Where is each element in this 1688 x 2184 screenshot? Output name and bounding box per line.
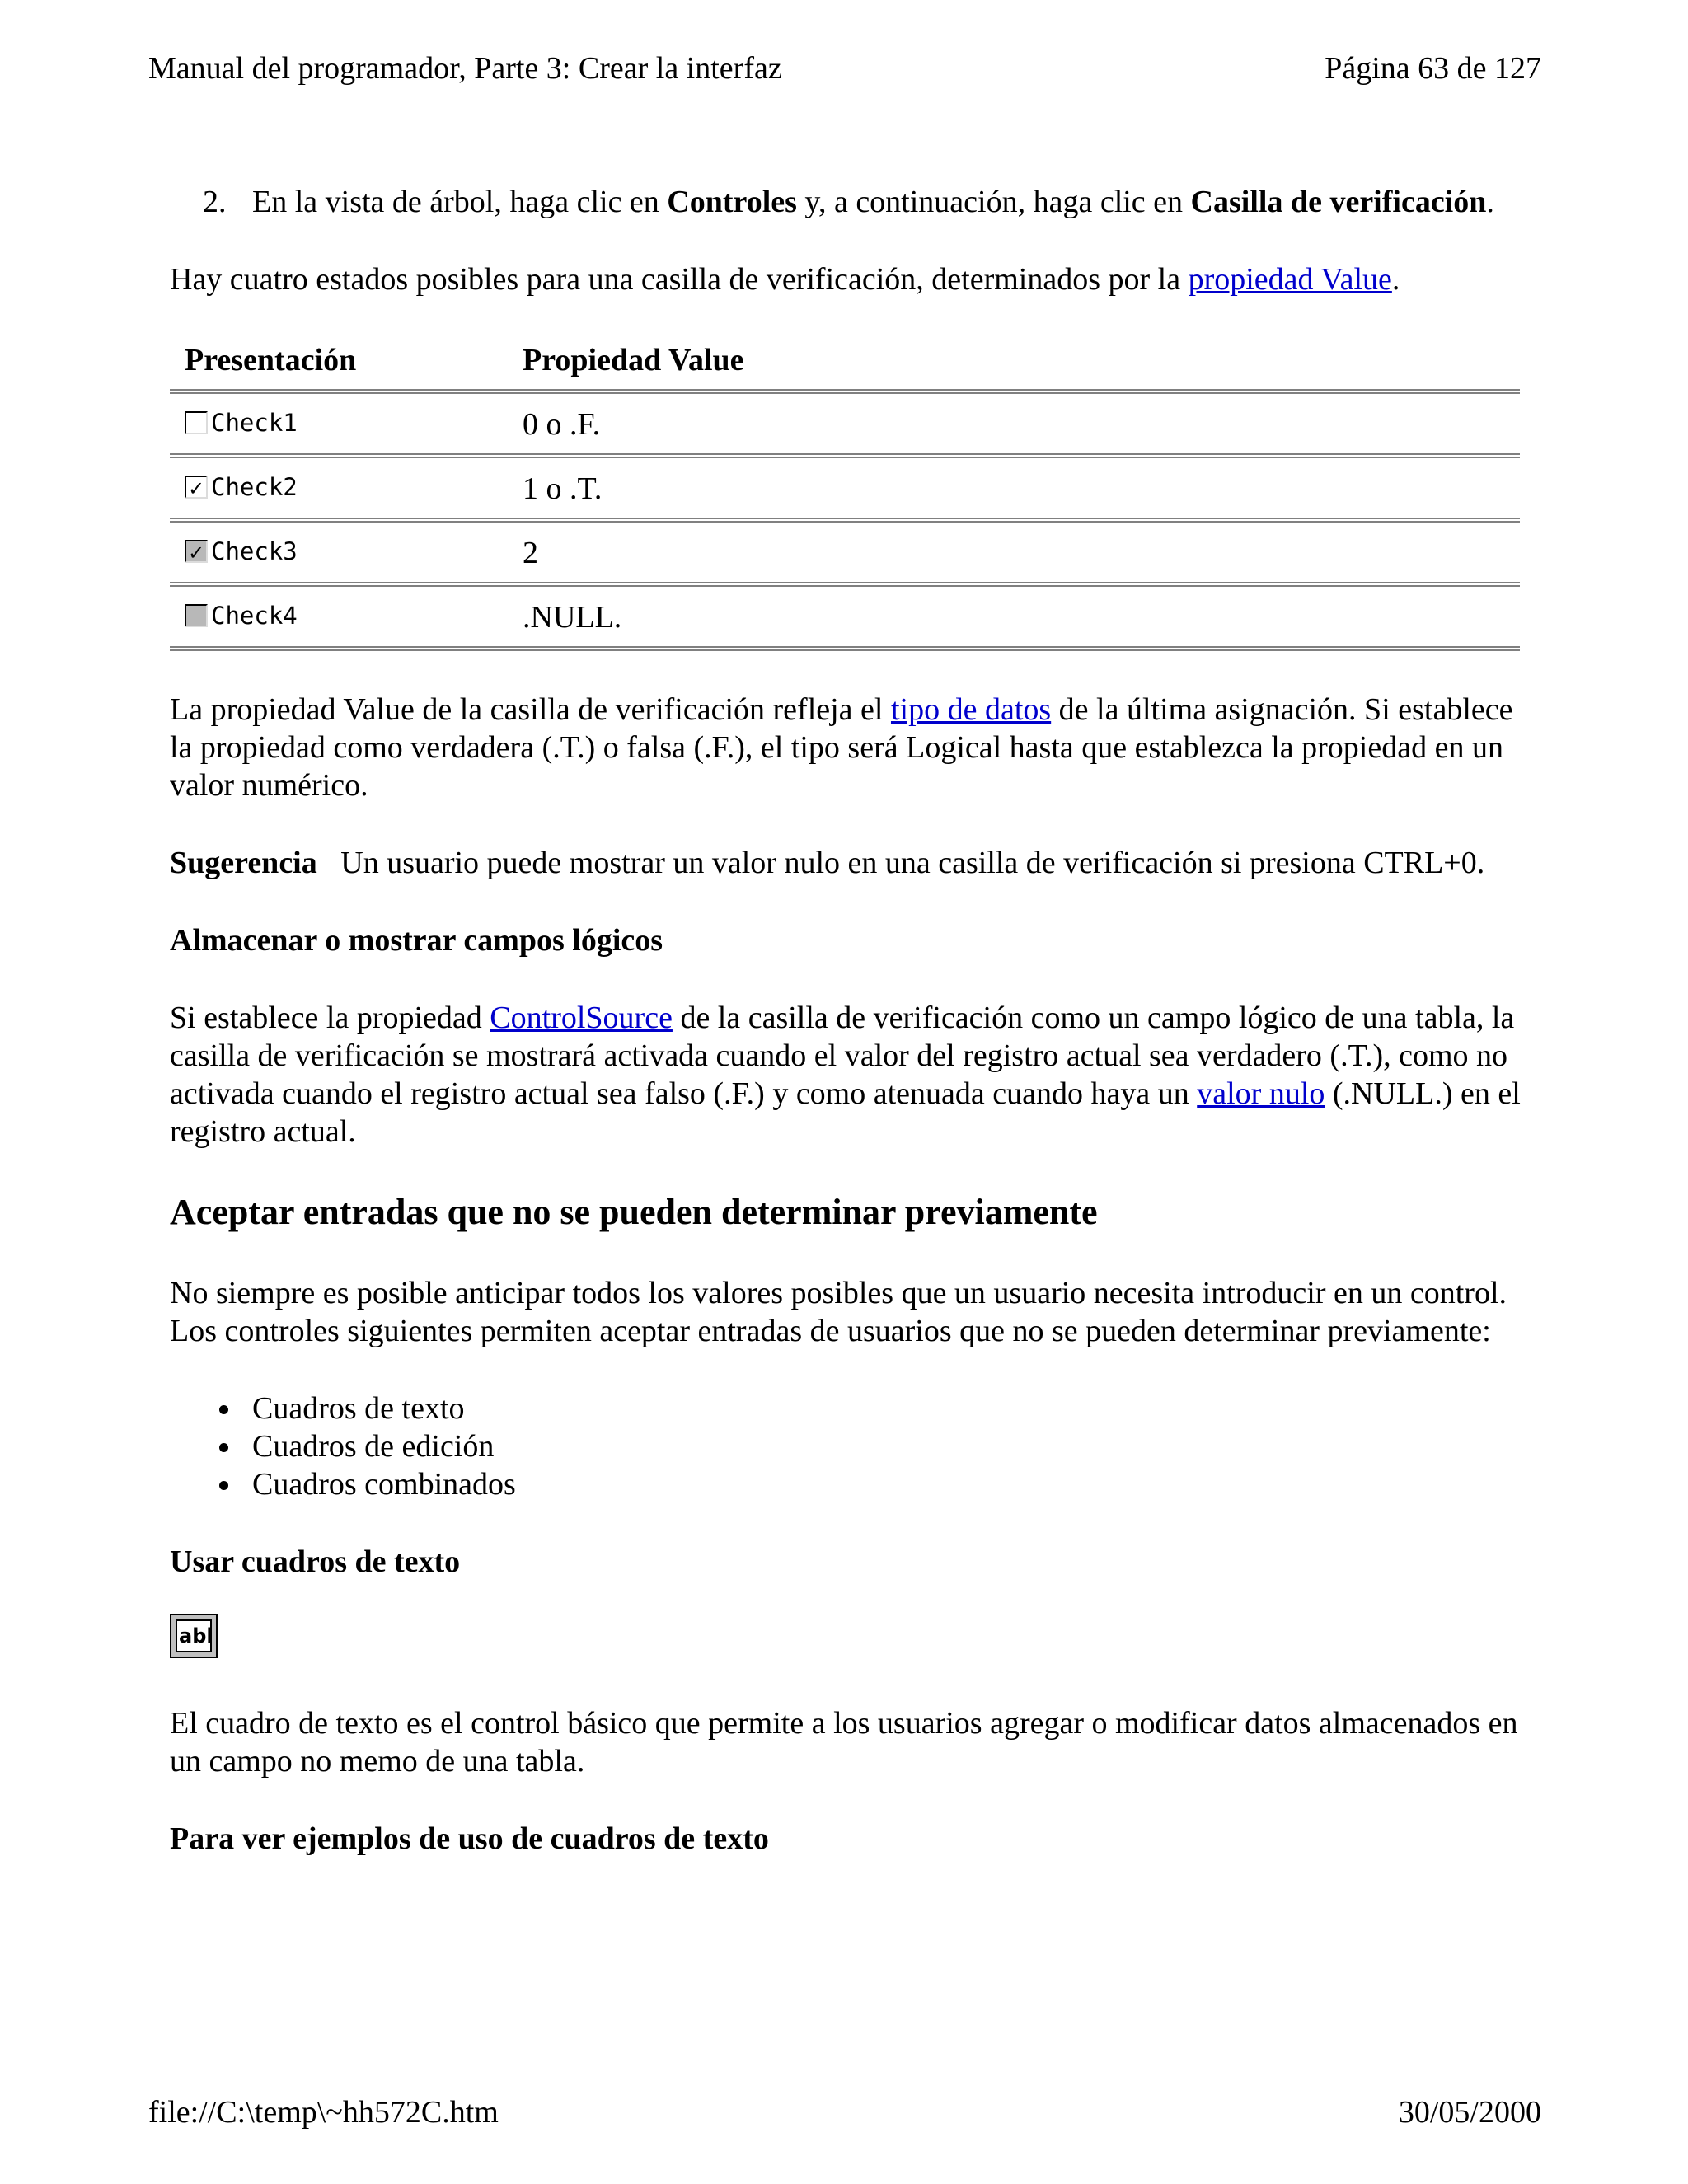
checkbox-check3 xyxy=(185,537,298,566)
list-item xyxy=(170,1427,1522,1465)
table-cell-presentation xyxy=(170,520,508,584)
step-bold-casilla: Casilla de verificación xyxy=(1190,185,1487,219)
table-cell-presentation xyxy=(170,456,508,520)
bullet-icon xyxy=(219,1443,228,1452)
step-bold-controles: Controles xyxy=(667,185,797,219)
checkbox-checked-icon: ✓ xyxy=(185,476,208,499)
paragraph-text: La propiedad Value de la casilla de verificación refleja el xyxy=(170,692,891,727)
list-item-text: Cuadros de edición xyxy=(252,1429,495,1464)
main-content xyxy=(170,183,1522,1858)
checkbox-label: Check4 xyxy=(211,602,298,630)
checkbox-label: Check3 xyxy=(211,537,298,565)
list-item-text: Cuadros de texto xyxy=(252,1391,465,1426)
link-propiedad-value[interactable]: propiedad Value xyxy=(1188,262,1392,297)
footer-date: 30/05/2000 xyxy=(1398,2095,1541,2130)
list-item-text: Cuadros combinados xyxy=(252,1467,516,1502)
step-text: En la vista de árbol, haga clic en xyxy=(252,185,668,219)
tip-text: Un usuario puede mostrar un valor nulo en una casilla de verificación si presiona CTRL+0. xyxy=(340,846,1485,880)
link-controlsource[interactable]: ControlSource xyxy=(490,1001,673,1035)
checkbox-check1 xyxy=(185,408,298,438)
col-header-presentacion: Presentación xyxy=(185,343,357,377)
textbox-icon-label: abl xyxy=(176,1619,212,1652)
table-cell-value: 1 o .T. xyxy=(508,456,1520,520)
checkbox-states-table xyxy=(170,336,1520,651)
table-header-row xyxy=(170,336,1520,391)
page-header xyxy=(148,49,1541,87)
page-footer xyxy=(148,2093,1541,2131)
checkbox-null-icon xyxy=(185,604,208,627)
bullet-icon xyxy=(219,1405,228,1414)
page-number: Página 63 de 127 xyxy=(1325,51,1541,86)
table-row xyxy=(170,584,1520,649)
checkbox-label: Check2 xyxy=(211,473,298,501)
bullet-icon xyxy=(219,1481,228,1490)
intro-text: Hay cuatro estados posibles para una casilla de verificación, determinados por la xyxy=(170,262,1189,297)
checkbox-check2 xyxy=(185,472,298,502)
checkbox-check4 xyxy=(185,601,298,630)
intro-paragraph xyxy=(170,260,1522,298)
controls-list xyxy=(170,1390,1522,1503)
intro-end: . xyxy=(1391,262,1400,297)
table-row xyxy=(170,456,1520,520)
checkbox-unchecked-icon xyxy=(185,411,208,434)
step-item xyxy=(170,183,1522,221)
textbox-paragraph: El cuadro de texto es el control básico que permite a los usuarios agregar o modificar datos almacenados en un campo no memo de una tabla. xyxy=(170,1706,1518,1779)
checkbox-label: Check1 xyxy=(211,409,298,437)
table-row xyxy=(170,391,1520,456)
step-text: . xyxy=(1486,185,1494,219)
list-item xyxy=(170,1465,1522,1503)
document-title: Manual del programador, Parte 3: Crear la interfaz xyxy=(148,51,782,86)
datatype-paragraph xyxy=(170,691,1522,804)
table-cell-value: 0 o .F. xyxy=(508,391,1520,456)
link-tipo-de-datos[interactable]: tipo de datos xyxy=(890,692,1052,727)
heading-aceptar-entradas: Aceptar entradas que no se pueden determinar previamente xyxy=(170,1192,1098,1232)
logical-paragraph xyxy=(170,999,1522,1151)
paragraph-text: de la casilla de verificación como un campo lógico de una tabla, la casilla de verificación se mostrará activada cuando el valor del registro actual sea verdadero (.T.), como no activada cuando el registro actual sea falso (.F.) y como atenuada cuando haya un xyxy=(170,1001,1515,1111)
table-row xyxy=(170,520,1520,584)
paragraph-text: (.NULL.) en el registro actual. xyxy=(170,1076,1521,1149)
table-cell-value: 2 xyxy=(508,520,1520,584)
list-item xyxy=(170,1390,1522,1427)
link-valor-nulo[interactable]: valor nulo xyxy=(1197,1076,1325,1111)
tip-paragraph xyxy=(170,844,1522,882)
textbox-tool-icon xyxy=(170,1614,218,1658)
checkbox-checked-gray-icon: ✓ xyxy=(185,540,208,563)
heading-usar-cuadros: Usar cuadros de texto xyxy=(170,1544,461,1579)
table-cell-presentation xyxy=(170,391,508,456)
heading-almacenar: Almacenar o mostrar campos lógicos xyxy=(170,923,663,958)
table-cell-value: .NULL. xyxy=(508,584,1520,649)
table-cell-presentation xyxy=(170,584,508,649)
paragraph-text: Si establece la propiedad xyxy=(170,1001,490,1035)
step-text: y, a continuación, haga clic en xyxy=(796,185,1191,219)
inputs-paragraph: No siempre es posible anticipar todos los valores posibles que un usuario necesita introducir en un control. Los controles siguientes permiten aceptar entradas de usuarios que no se pueden determinar previamente: xyxy=(170,1276,1507,1348)
step-number: 2. xyxy=(203,185,227,219)
tip-label: Sugerencia xyxy=(170,846,317,880)
file-path: file://C:\temp\~hh572C.htm xyxy=(148,2095,499,2130)
paragraph-text: de la última asignación. Si establece la propiedad como verdadera (.T.) o falsa (.F.), el tipo será Logical hasta que establezca la propiedad en un valor numérico. xyxy=(170,692,1513,803)
heading-ejemplos: Para ver ejemplos de uso de cuadros de texto xyxy=(170,1821,769,1856)
col-header-value: Propiedad Value xyxy=(523,343,744,377)
